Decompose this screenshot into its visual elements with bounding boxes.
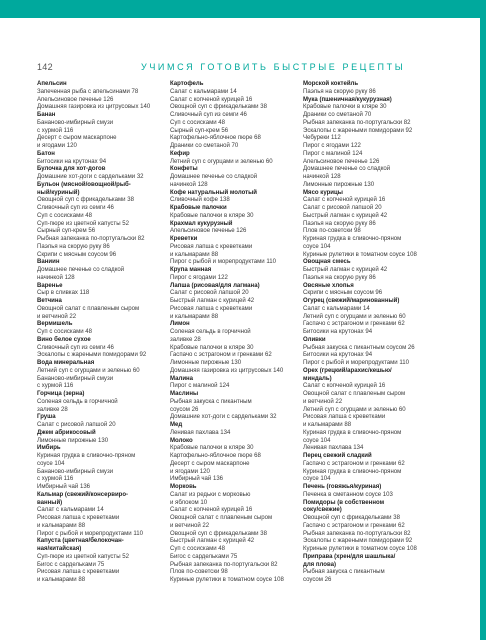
index-entry: Десерт с сыром маскарпоне [37, 135, 117, 142]
index-entry: Овощной салат с плавленым сыром [303, 391, 406, 397]
index-heading: Конфеты [170, 166, 198, 173]
index-entry: Крабовые палочки в кляре 30 [170, 344, 254, 351]
index-heading: Горчица (зерна) [37, 391, 85, 397]
index-heading: Банан [37, 112, 56, 118]
index-entry: Апельсиновое печенье 126 [170, 228, 247, 235]
index-heading: Креветки [170, 236, 198, 242]
index-entry: Лимонные пирожные 130 [37, 437, 109, 444]
index-entry: Гаспачо с эстрагоном и гренками 62 [303, 460, 405, 467]
index-heading: Крабовые палочки [170, 205, 227, 211]
index-entry: и кальмарами 88 [170, 313, 219, 320]
index-entry: и ягодами 120 [170, 468, 210, 475]
index-entry: Салат с кальмарами 14 [303, 305, 370, 312]
index-entry: Бананово-имбирный смузи [37, 468, 114, 475]
index-heading: Помидоры (в собственном [303, 499, 385, 506]
index-entry: и яблоком 10 [170, 499, 208, 506]
index-entry: Битосики на крутонах 94 [37, 158, 107, 165]
index-heading: Булочка для хот-догов [37, 166, 106, 173]
index-entry: Рисовая лапша с креветками [303, 414, 386, 421]
index-entry: Печенка в сметанном соусе 103 [303, 491, 393, 498]
index-entry: Летний суп с огурцами и зеленью 60 [37, 367, 140, 374]
index-entry: Сливочный кофе 138 [170, 197, 230, 204]
index-heading: Крупа манная [170, 267, 212, 273]
index-entry: Плов по-советски 98 [170, 569, 228, 576]
index-entry: Плов по-советски 98 [303, 228, 361, 235]
index-entry: Летний суп с огурцами и зеленью 60 [303, 313, 406, 320]
index-entry: Лимонные пирожные 130 [303, 181, 375, 188]
index-entry: Апельсиновое печенье 126 [303, 158, 380, 165]
index-heading: Маслины [170, 391, 199, 397]
index-entry: Рисовая лапша с креветками [37, 569, 120, 576]
index-entry: Бананово-имбирный смузи [37, 119, 114, 126]
index-entry: и ветчиной 22 [170, 522, 210, 529]
index-column-2 [170, 81, 294, 585]
index-entry: Летний суп с огурцами и зеленью 60 [170, 158, 273, 165]
index-entry: Запеченная рыба с апельсинами 78 [37, 88, 139, 95]
index-entry: Пирог с рыбой и морепродуктами 110 [37, 530, 143, 537]
index-entry: Ленивая пахлава 134 [170, 429, 231, 436]
index-entry: Овощной суп с фрикадельками 38 [170, 530, 267, 537]
index-heading: Капуста (цветная/белокочан- [37, 538, 124, 545]
index-entry: и ветчиной 22 [37, 313, 77, 320]
index-entry: Быстрый лагман с курицей 42 [170, 538, 255, 545]
index-entry: Суп с сосисками 48 [170, 119, 226, 126]
index-entry: Бигос с сардельками 75 [170, 553, 238, 560]
index-entry: Гаспачо с эстрагоном и гренками 62 [170, 352, 272, 359]
index-heading: Мясо курицы [303, 189, 343, 196]
index-entry: Эскалопы с жареными помидорами 92 [303, 538, 413, 545]
page-header [37, 62, 457, 74]
index-entry: Битосики на крутонах 94 [303, 352, 373, 359]
index-entry: Рыбная закуска с пикантным [303, 569, 385, 576]
index-entry: Овощной салат с плавленым сыром [170, 515, 273, 521]
index-entry: Сырный суп-крем 56 [37, 228, 96, 235]
index-entry: соусе 104 [303, 476, 331, 483]
index-entry: Рыбная запеканка по-португальски 82 [303, 530, 411, 537]
index-entry: Эскалопы с жареными помидорами 92 [37, 352, 147, 359]
index-entry: Куриная грудка в сливочно-пряном [37, 453, 136, 459]
index-entry: Овощной салат с плавленым сыром [37, 305, 140, 312]
index-entry: Гаспачо с эстрагоном и гренками 62 [303, 522, 405, 529]
index-entry: и кальмарами 88 [170, 251, 219, 258]
index-entry: Салат из редьки с морковью [170, 491, 251, 498]
index-entry: Куриная грудка в сливочно-пряном [303, 468, 402, 475]
index-entry: Пирог с ягодами 122 [303, 143, 361, 149]
index-entry: Пирог с ягодами 122 [170, 274, 228, 281]
index-heading: Бульон (мясной/овощной/рыб- [37, 181, 131, 188]
index-heading: Ваниин [37, 259, 60, 266]
index-entry: Эскалопы с жареными помидорами 92 [303, 127, 413, 134]
index-heading: Лапша (рисовая/для лагмана) [170, 282, 260, 289]
index-entry: Паэлья на скорую руку 86 [303, 88, 376, 95]
index-entry: Суп с сосисками 48 [170, 546, 226, 552]
index-entry: Рыбная запеканка по-португальски 82 [170, 561, 278, 568]
index-entry: Сливочный суп из семги 46 [170, 112, 247, 118]
index-heading: Батон [37, 150, 55, 157]
index-entry: Салат с кальмарами 14 [170, 88, 237, 95]
index-entry: Крабовые палочки в кляре 30 [303, 104, 387, 111]
index-heading: Кофе натуральный молотый [170, 189, 257, 196]
index-entry: Гаспачо с эстрагоном и гренками 62 [303, 321, 405, 328]
index-heading: миндаль) [303, 375, 332, 382]
index-entry: Овощной суп с фрикадельками 38 [170, 104, 267, 111]
index-entry: Драники со сметаной 70 [303, 112, 372, 118]
index-heading: Джем абрикосовый [37, 429, 96, 436]
index-entry: Домашняя газировка из цитрусовых 140 [37, 104, 151, 111]
index-entry: Суп-пюре из цветной капусты 52 [37, 553, 129, 560]
index-column-1 [37, 81, 161, 585]
index-entry: Десерт с сыром маскарпоне [170, 460, 250, 467]
index-heading: Овсяные хлопья [303, 282, 354, 289]
index-entry: и ветчиной 22 [303, 398, 343, 405]
index-entry: Овощной суп с фрикадельками 38 [303, 515, 400, 521]
index-entry: Быстрый лагман с курицей 42 [303, 212, 388, 219]
index-entry: Пирог с малиной 124 [303, 150, 363, 157]
index-entry: Картофельно-яблочное пюре 68 [170, 135, 261, 142]
index-heading: Перец свежий сладкий [303, 453, 372, 459]
index-entry: Крабовые палочки в кляре 30 [170, 445, 254, 452]
index-heading: Картофель [170, 81, 204, 87]
index-entry: Рыбная запеканка по-португальски 82 [37, 236, 145, 242]
index-entry: Имбирный чай 136 [170, 476, 224, 483]
index-heading: для плова) [303, 561, 337, 568]
index-entry: Куриные рулетики в томатном соусе 108 [303, 546, 417, 552]
index-heading: Крахмал кукурузный [170, 220, 233, 227]
index-entry: Апельсиновое печенье 126 [37, 96, 114, 103]
side-accent-bar [480, 0, 486, 640]
index-entry: с хурмой 116 [37, 476, 74, 483]
index-entry: Салат с копченой курицей 16 [303, 383, 386, 390]
index-entry: Овощной суп с фрикадельками 38 [37, 197, 134, 204]
index-heading: Оливки [303, 336, 326, 343]
index-entry: Рыбная закуска с пикантным [170, 398, 252, 405]
index-entry: Ленивая пахлава 134 [303, 445, 364, 452]
index-heading: Лимон [170, 321, 190, 328]
index-entry: Паэлья на скорую руку 86 [303, 274, 376, 281]
index-entry: Рыбная запеканка по-португальски 82 [303, 119, 411, 126]
index-entry: Сливочный суп из семги 46 [37, 344, 114, 351]
index-entry: соусе 104 [303, 243, 331, 250]
index-heading: ванный) [37, 499, 63, 506]
index-entry: и ягодами 120 [37, 143, 77, 149]
index-heading: Морской коктейль [303, 81, 359, 87]
running-title: УЧИМСЯ ГОТОВИТЬ БЫСТРЫЕ РЕЦЕПТЫ [141, 62, 406, 72]
index-column-3 [303, 81, 427, 585]
index-entry: соусом 26 [303, 577, 332, 583]
index-entry: Паэлья на скорую руку 86 [37, 243, 110, 250]
index-heading: Имбирь [37, 445, 61, 452]
index-entry: с хурмой 116 [37, 383, 74, 390]
index-heading: Вермишель [37, 321, 73, 328]
index-entry: Бананово-имбирный смузи [37, 375, 114, 382]
index-entry: с хурмой 116 [37, 127, 74, 134]
index-heading: Варенье [37, 282, 63, 289]
index-entry: Салат с рисовой лапшой 20 [170, 290, 249, 297]
index-heading: Печень (говяжья/куриная) [303, 484, 382, 490]
index-entry: Быстрый лагман с курицей 42 [303, 267, 388, 273]
index-entry: соусом 26 [170, 406, 199, 413]
index-entry: Пирог с рыбой и морепродуктами 110 [170, 259, 276, 266]
index-entry: заливке 28 [170, 336, 201, 343]
index-entry: Крабовые палочки в кляре 30 [170, 212, 254, 219]
index-entry: Куриные рулетики в томатном соусе 108 [303, 251, 417, 258]
index-entry: соусе 104 [37, 460, 65, 467]
index-heading: Орех (грецкий/арахис/кешью/ [303, 367, 392, 374]
index-entry: Лимонные пирожные 130 [170, 360, 242, 366]
index-heading: Вода минеральная [37, 360, 95, 366]
index-heading: ная/китайская) [37, 546, 82, 552]
index-entry: Домашняя газировка из цитрусовых 140 [170, 367, 284, 374]
index-entry: Сыр в сливках 118 [37, 290, 90, 297]
index-entry: Пирог с малиной 124 [170, 383, 230, 390]
index-entry: начинкой 128 [303, 174, 341, 180]
index-entry: Салат с рисовой лапшой 20 [303, 205, 382, 211]
index-heading: ный/куриный) [37, 189, 80, 196]
index-entry: Салат с копченой курицей 16 [303, 197, 386, 204]
index-entry: Быстрый лагман с курицей 42 [170, 298, 255, 304]
index-entry: Бигос с сардельками 75 [37, 561, 105, 568]
index-entry: заливке 28 [37, 406, 68, 413]
index-entry: Домашнее печенье со сладкой [303, 166, 391, 173]
index-entry: Рисовая лапша с креветками [37, 515, 120, 521]
index-entry: Битосики на крутонах 94 [303, 329, 373, 335]
index-entry: Соленая сельдь в горчичной [37, 398, 118, 405]
index-entry: и кальмарами 88 [37, 522, 86, 529]
index-heading: Огурец (свежий/маринованный) [303, 298, 400, 304]
index-entry: Куриные рулетики в томатном соусе 108 [170, 577, 284, 583]
index-entry: Паэлья на скорую руку 86 [303, 220, 376, 227]
index-heading: Молоко [170, 437, 193, 444]
index-entry: Домашнее печенье со сладкой [170, 174, 258, 180]
index-entry: Летний суп с огурцами и зеленью 60 [303, 406, 406, 413]
index-heading: Мука (пшеничная/кукурузная) [303, 96, 392, 103]
index-entry: Рисовая лапша с креветками [170, 243, 253, 250]
index-heading: Груша [37, 414, 56, 421]
index-heading: Апельсин [37, 81, 67, 87]
index-heading: Малина [170, 375, 194, 382]
index-heading: Ветчина [37, 298, 62, 304]
index-heading: Морковь [170, 484, 197, 490]
index-entry: Салат с рисовой лапшой 20 [37, 422, 116, 428]
index-entry: Салат с копченой курицей 16 [170, 96, 253, 103]
index-entry: Домашние хот-доги с сардельками 32 [170, 414, 277, 421]
index-entry: Домашнее печенье со сладкой [37, 267, 125, 273]
index-heading: Приправа (хрен/для шашлыка/ [303, 553, 396, 560]
index-entry: Драники со сметаной 70 [170, 143, 239, 149]
index-heading: Овощная смесь [303, 259, 351, 266]
index-entry: Сливочный суп из семги 46 [37, 205, 114, 211]
index-entry: Суп-пюре из цветной капусты 52 [37, 220, 129, 227]
index-entry: Салат с копченой курицей 16 [170, 507, 253, 514]
index-entry: и кальмарами 88 [303, 422, 352, 428]
index-entry: и кальмарами 88 [37, 577, 86, 583]
index-entry: Имбирный чай 136 [37, 484, 91, 490]
index-entry: Картофельно-яблочное пюре 68 [170, 453, 261, 459]
index-entry: Скрипи с мясным соусом 96 [303, 290, 383, 297]
index-entry: Чебуреки 112 [303, 135, 341, 142]
index-heading: Мед [170, 422, 183, 428]
index-heading: Кефир [170, 150, 190, 157]
index-entry: Салат с кальмарами 14 [37, 507, 104, 514]
index-entry: Рисовая лапша с креветками [170, 305, 253, 312]
index-entry: соусе 104 [303, 437, 331, 444]
top-accent-bar [0, 0, 486, 18]
index-entry: Куриная грудка в сливочно-пряном [303, 429, 402, 436]
index-entry: Пирог с рыбой и морепродуктами 110 [303, 360, 409, 366]
index-entry: Куриная грудка в сливочно-пряном [303, 236, 402, 242]
index-heading: соку/свежие) [303, 507, 342, 514]
index-heading: Кальмар (свежий/консервиро- [37, 491, 129, 498]
index-entry: Сырный суп-крем 56 [170, 127, 229, 134]
index-entry: начинкой 128 [170, 181, 208, 188]
index-entry: Суп с сосисками 48 [37, 212, 93, 219]
index-entry: Домашние хот-доги с сардельками 32 [37, 174, 144, 180]
index-entry: Соленая сельдь в горчичной [170, 329, 251, 335]
index-entry: Скрипи с мясным соусом 96 [37, 251, 117, 258]
index-heading: Вино белое сухое [37, 336, 91, 343]
index-entry: Суп с сосисками 48 [37, 329, 93, 335]
page-number: 142 [37, 62, 53, 72]
index-entry: начинкой 128 [37, 274, 75, 281]
index-entry: Рыбная закуска с пикантным соусом 26 [303, 344, 415, 351]
